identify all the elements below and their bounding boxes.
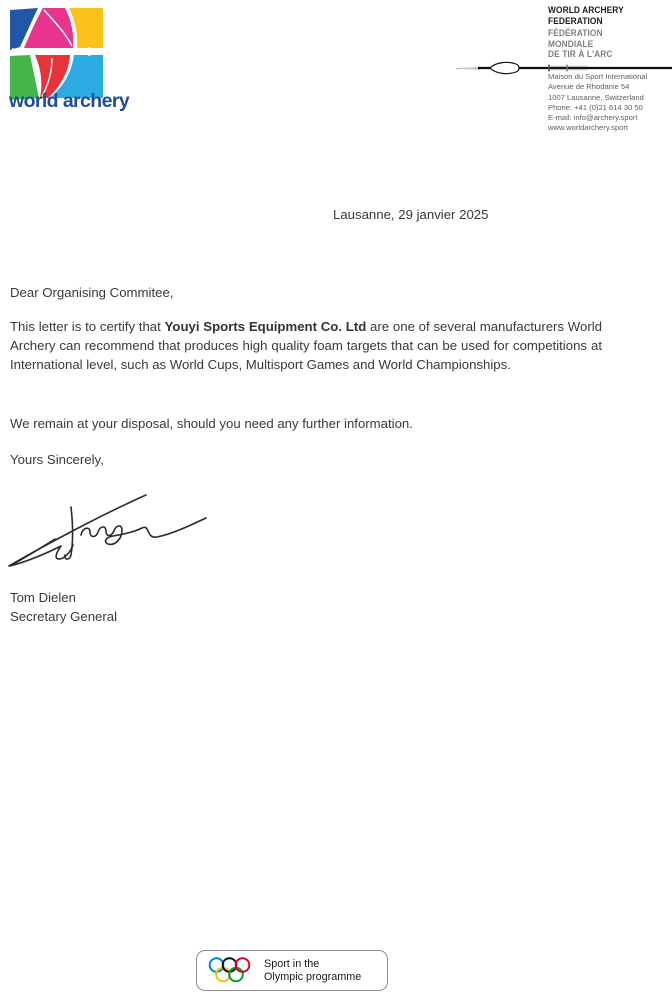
address-block bbox=[548, 72, 647, 134]
org-name-fr-line3: DE TIR À L'ARC bbox=[548, 49, 613, 61]
badge-text bbox=[264, 958, 361, 984]
world-archery-logo-icon bbox=[10, 8, 103, 100]
org-name-fr-line2: MONDIALE bbox=[548, 38, 594, 50]
signature-icon bbox=[5, 487, 210, 571]
address-line: www.worldarchery.sport bbox=[548, 123, 629, 133]
address-line: Maison du Sport International bbox=[548, 72, 648, 81]
dateline: Lausanne, 29 janvier 2025 bbox=[333, 207, 489, 222]
company-name: Youyi Sports Equipment Co. Ltd bbox=[164, 319, 367, 334]
badge-text-line1: Sport in the bbox=[264, 957, 320, 970]
badge-text-line2: Olympic programme bbox=[264, 970, 362, 983]
org-name-block bbox=[548, 6, 624, 61]
address-line: Avenue de Rhodanie 54 bbox=[548, 82, 630, 92]
signature-image bbox=[5, 487, 210, 571]
org-name-fr-line1: FÉDÉRATION bbox=[548, 28, 603, 40]
body-paragraph-2: We remain at your disposal, should you need any further information. bbox=[10, 416, 413, 431]
org-name-en-line1: WORLD ARCHERY bbox=[548, 5, 624, 16]
body-text-before: This letter is to certify that bbox=[10, 319, 165, 334]
signer-title: Secretary General bbox=[10, 609, 118, 624]
body-paragraph-1 bbox=[10, 317, 602, 374]
address-line: 1007 Lausanne, Switzerland bbox=[548, 92, 644, 102]
body-text-after: are one of several manufacturers World Archery can recommend that produces high quality foam targets that can be used for competitions at International level, such as World Cups, Multisport Games and World Championships. bbox=[10, 319, 603, 372]
address-line: E-mail: info@archery.sport bbox=[548, 113, 638, 123]
olympic-rings-icon bbox=[208, 955, 255, 986]
salutation: Dear Organising Commitee, bbox=[10, 285, 174, 300]
closing: Yours Sincerely, bbox=[10, 452, 104, 467]
olympic-programme-badge bbox=[196, 950, 388, 991]
signer-name: Tom Dielen bbox=[10, 590, 76, 605]
address-line: Phone: +41 (0)21 614 30 50 bbox=[548, 102, 643, 112]
logo-wordmark: world archery bbox=[9, 90, 130, 112]
org-name-en-line2: FEDERATION bbox=[548, 15, 603, 27]
